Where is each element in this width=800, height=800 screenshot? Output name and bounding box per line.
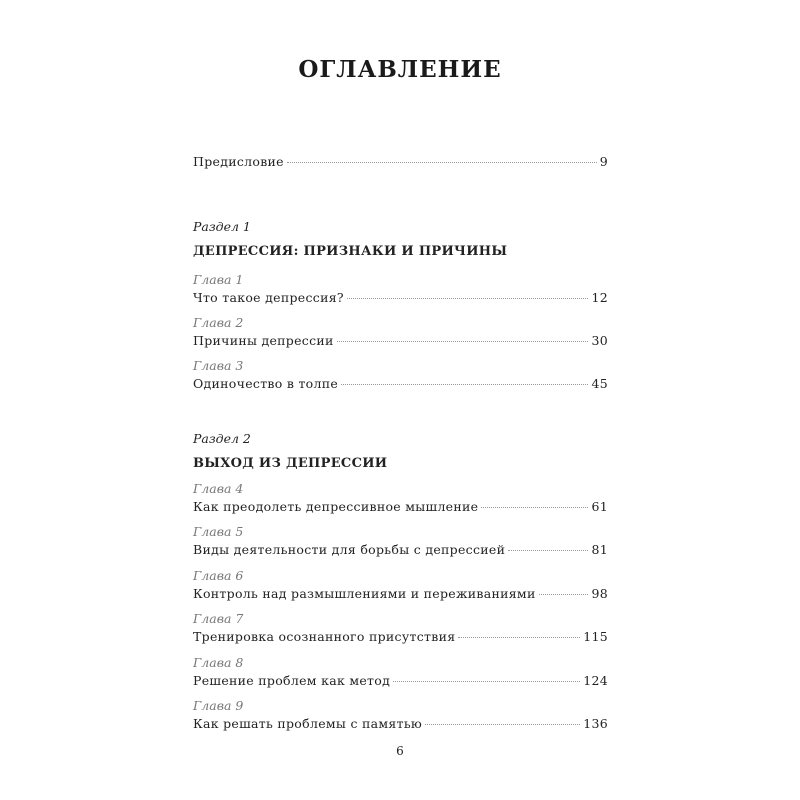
- entry-page: 9: [599, 154, 608, 169]
- entry-title: Как преодолеть депрессивное мышление: [193, 499, 479, 514]
- chapter-label: Глава 8: [193, 655, 244, 670]
- entry-page: 30: [591, 333, 608, 348]
- entry-page: 136: [583, 716, 608, 731]
- toc-entry[interactable]: [193, 586, 608, 601]
- chapter-label: Глава 4: [193, 481, 244, 496]
- toc-entry-preface[interactable]: [193, 154, 608, 169]
- entry-title: Виды деятельности для борьбы с депрессией: [193, 542, 506, 557]
- entry-title: Одиночество в толпе: [193, 376, 339, 391]
- dot-leader: [337, 341, 589, 342]
- dot-leader: [393, 681, 580, 682]
- section-label: Раздел 1: [193, 219, 251, 234]
- dot-leader: [341, 384, 588, 385]
- chapter-label: Глава 2: [193, 315, 244, 330]
- dot-leader: [287, 162, 597, 163]
- toc-entry[interactable]: [193, 333, 608, 348]
- entry-page: 12: [591, 290, 608, 305]
- section-heading: ДЕПРЕССИЯ: ПРИЗНАКИ И ПРИЧИНЫ: [193, 244, 508, 259]
- entry-title: Что такое депрессия?: [193, 290, 344, 305]
- entry-page: 81: [591, 542, 608, 557]
- section-heading: ВЫХОД ИЗ ДЕПРЕССИИ: [193, 456, 388, 471]
- entry-title: Причины депрессии: [193, 333, 334, 348]
- section-label: Раздел 2: [193, 431, 251, 446]
- toc-entry[interactable]: [193, 499, 608, 514]
- page-number: 6: [396, 744, 404, 758]
- chapter-label: Глава 6: [193, 568, 244, 583]
- dot-leader: [481, 507, 588, 508]
- entry-page: 124: [583, 673, 608, 688]
- toc-entry[interactable]: [193, 290, 608, 305]
- dot-leader: [347, 298, 589, 299]
- chapter-label: Глава 3: [193, 358, 244, 373]
- toc-entry[interactable]: [193, 673, 608, 688]
- entry-page: 98: [591, 586, 608, 601]
- dot-leader: [508, 550, 588, 551]
- entry-title: Тренировка осознанного присутствия: [193, 629, 456, 644]
- dot-leader: [458, 637, 580, 638]
- entry-page: 61: [591, 499, 608, 514]
- chapter-label: Глава 5: [193, 524, 244, 539]
- entry-title: Решение проблем как метод: [193, 673, 391, 688]
- entry-title: Предисловие: [193, 154, 284, 169]
- entry-title: Как решать проблемы с памятью: [193, 716, 423, 731]
- toc-entry[interactable]: [193, 629, 608, 644]
- chapter-label: Глава 7: [193, 611, 244, 626]
- chapter-label: Глава 9: [193, 698, 244, 713]
- toc-entry[interactable]: [193, 716, 608, 731]
- dot-leader: [539, 594, 589, 595]
- toc-entry[interactable]: [193, 542, 608, 557]
- page-title: ОГЛАВЛЕНИЕ: [298, 56, 502, 83]
- entry-page: 115: [583, 629, 608, 644]
- entry-page: 45: [591, 376, 608, 391]
- toc-entry[interactable]: [193, 376, 608, 391]
- entry-title: Контроль над размышлениями и переживаниями: [193, 586, 536, 601]
- chapter-label: Глава 1: [193, 272, 244, 287]
- dot-leader: [425, 724, 580, 725]
